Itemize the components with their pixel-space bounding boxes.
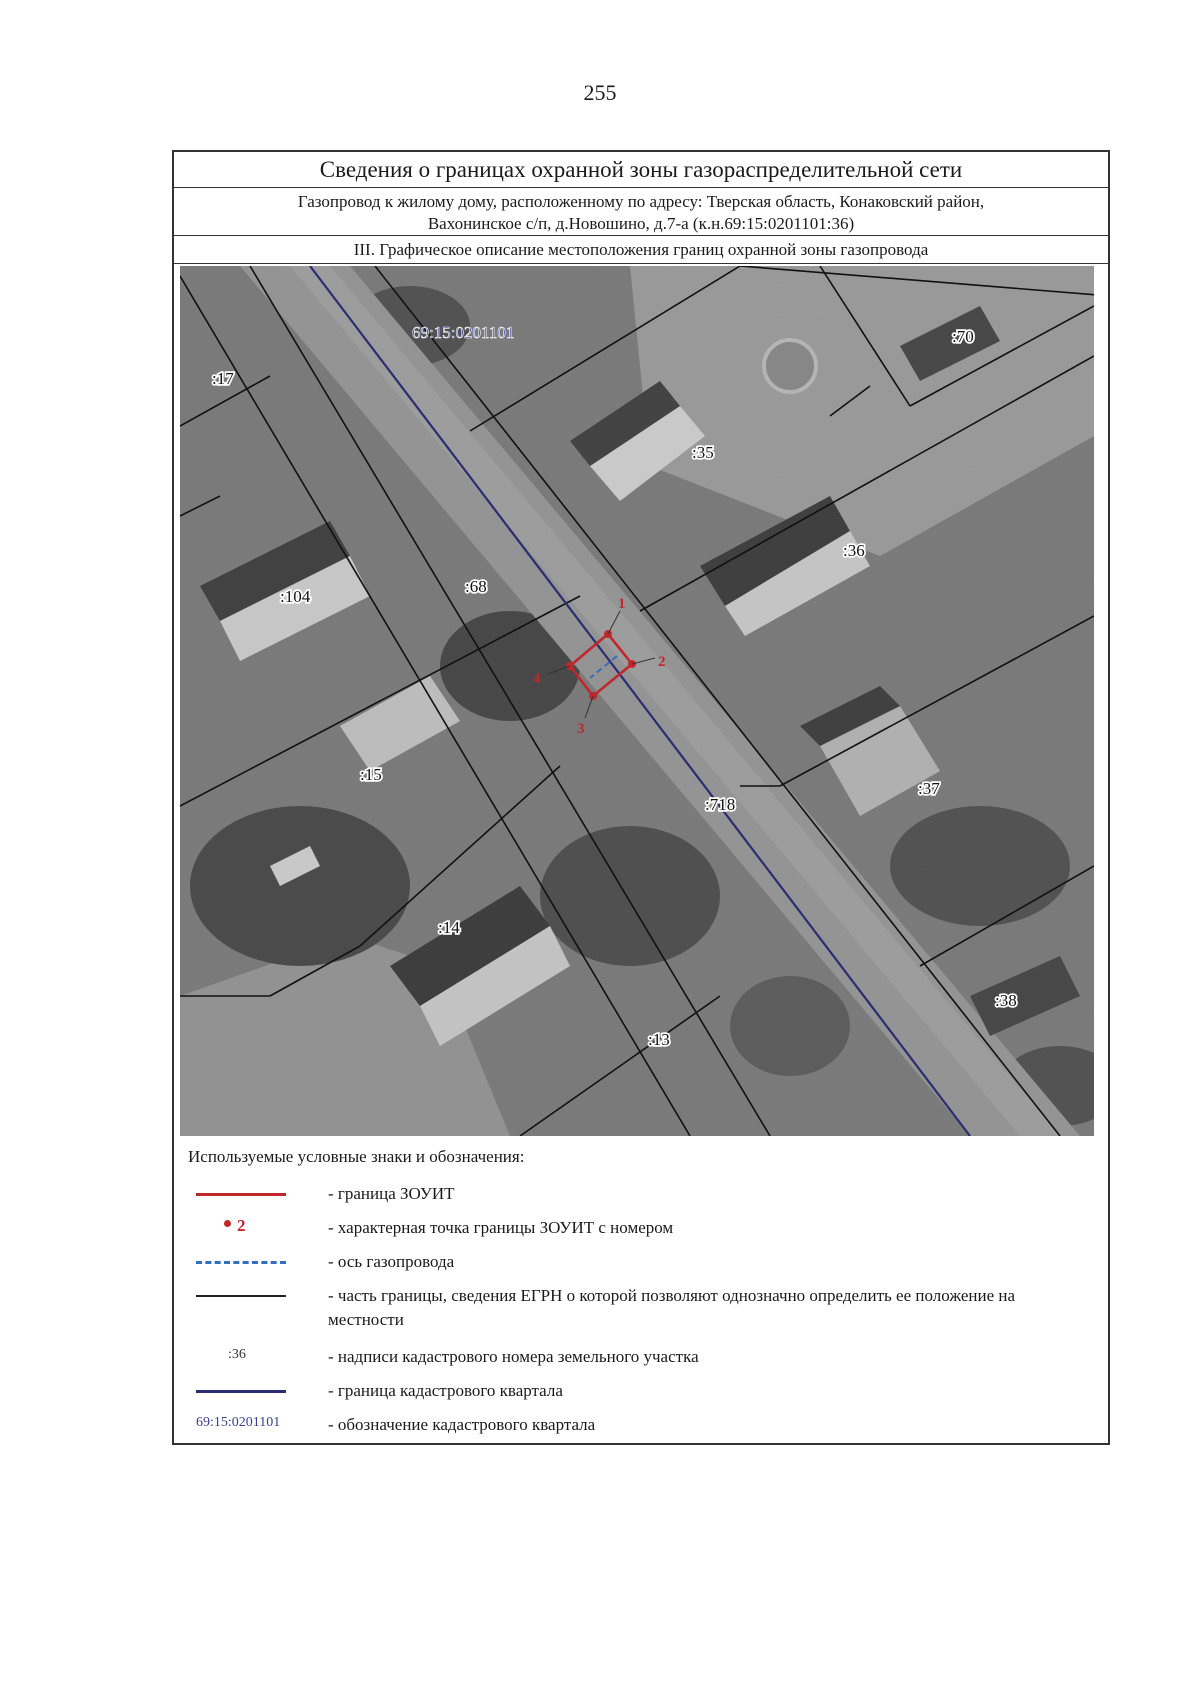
point-label-1: 1 <box>618 596 626 612</box>
legend-text: - характерная точка границы ЗОУИТ с номером <box>328 1218 674 1237</box>
legend-symbol-red-line <box>188 1179 308 1209</box>
quarter-label: 69:15:0201101 <box>412 323 515 342</box>
legend-symbol-quarter-label <box>188 1410 308 1440</box>
legend-symbol-blue-dashed-line <box>188 1247 308 1277</box>
object-line-2: Вахонинское с/п, д.Новошино, д.7-а (к.н.69:15:0201101:36) <box>427 214 855 233</box>
parcel-label-13: :13 <box>648 1030 670 1049</box>
legend-text: - часть границы, сведения ЕГРН о которой позволяют однозначно определить ее положение на местности <box>328 1286 1016 1329</box>
legend-parcel-sample: :36 <box>228 1347 246 1362</box>
map-svg <box>180 266 1094 1136</box>
point-label-3: 3 <box>577 721 585 737</box>
point-label-4: 4 <box>533 671 541 687</box>
legend-item-quarter-label <box>174 1410 1108 1440</box>
legend-item-zouit-point <box>174 1213 1108 1243</box>
legend-item-parcel-boundary <box>174 1281 1108 1337</box>
legend-text: - ось газопровода <box>328 1252 455 1271</box>
point-label-2: 2 <box>658 654 666 670</box>
legend-title: Используемые условные знаки и обозначения: <box>188 1147 525 1166</box>
legend-text: - граница кадастрового квартала <box>328 1381 563 1400</box>
legend-text: - надписи кадастрового номера земельного участка <box>328 1347 699 1366</box>
legend-item-parcel-label <box>174 1342 1108 1372</box>
parcel-label-37: :37 <box>918 779 940 798</box>
parcel-label-38: :38 <box>995 991 1017 1010</box>
parcel-label-104: :104 <box>280 587 311 606</box>
parcel-label-17: :17 <box>212 369 234 388</box>
legend-item-quarter-boundary <box>174 1376 1108 1406</box>
parcel-label-70: :70 <box>952 327 974 346</box>
parcel-label-718: :718 <box>705 795 736 814</box>
legend-symbol-black-line <box>188 1281 308 1311</box>
legend-quarter-sample: 69:15:0201101 <box>196 1415 281 1430</box>
page-number: 255 <box>583 80 617 105</box>
legend-item-zouit-boundary <box>174 1179 1108 1209</box>
object-line-1: Газопровод к жилому дому, расположенному по адресу: Тверская область, Конаковский район, <box>297 192 985 211</box>
legend-text: - обозначение кадастрового квартала <box>328 1415 596 1434</box>
parcel-label-14: :14 <box>438 918 460 937</box>
cadastral-sheet-frame <box>172 150 1110 1445</box>
object-description <box>174 188 1108 236</box>
sheet-title: Сведения о границах охранной зоны газораспределительной сети <box>174 152 1108 188</box>
parcel-label-36: :36 <box>843 541 865 560</box>
parcel-label-35: :35 <box>692 443 714 462</box>
legend-symbol-parcel-label <box>188 1342 308 1372</box>
parcel-label-68: :68 <box>465 577 487 596</box>
legend-point-sample: 2 <box>237 1216 246 1235</box>
legend-item-gas-axis <box>174 1247 1108 1277</box>
aerial-map <box>180 266 1094 1136</box>
parcel-label-15: :15 <box>360 765 382 784</box>
section-heading: III. Графическое описание местоположения границ охранной зоны газопровода <box>174 236 1108 264</box>
legend-text: - граница ЗОУИТ <box>328 1184 455 1203</box>
legend-symbol-navy-line <box>188 1376 308 1406</box>
legend-symbol-red-point <box>188 1213 308 1243</box>
